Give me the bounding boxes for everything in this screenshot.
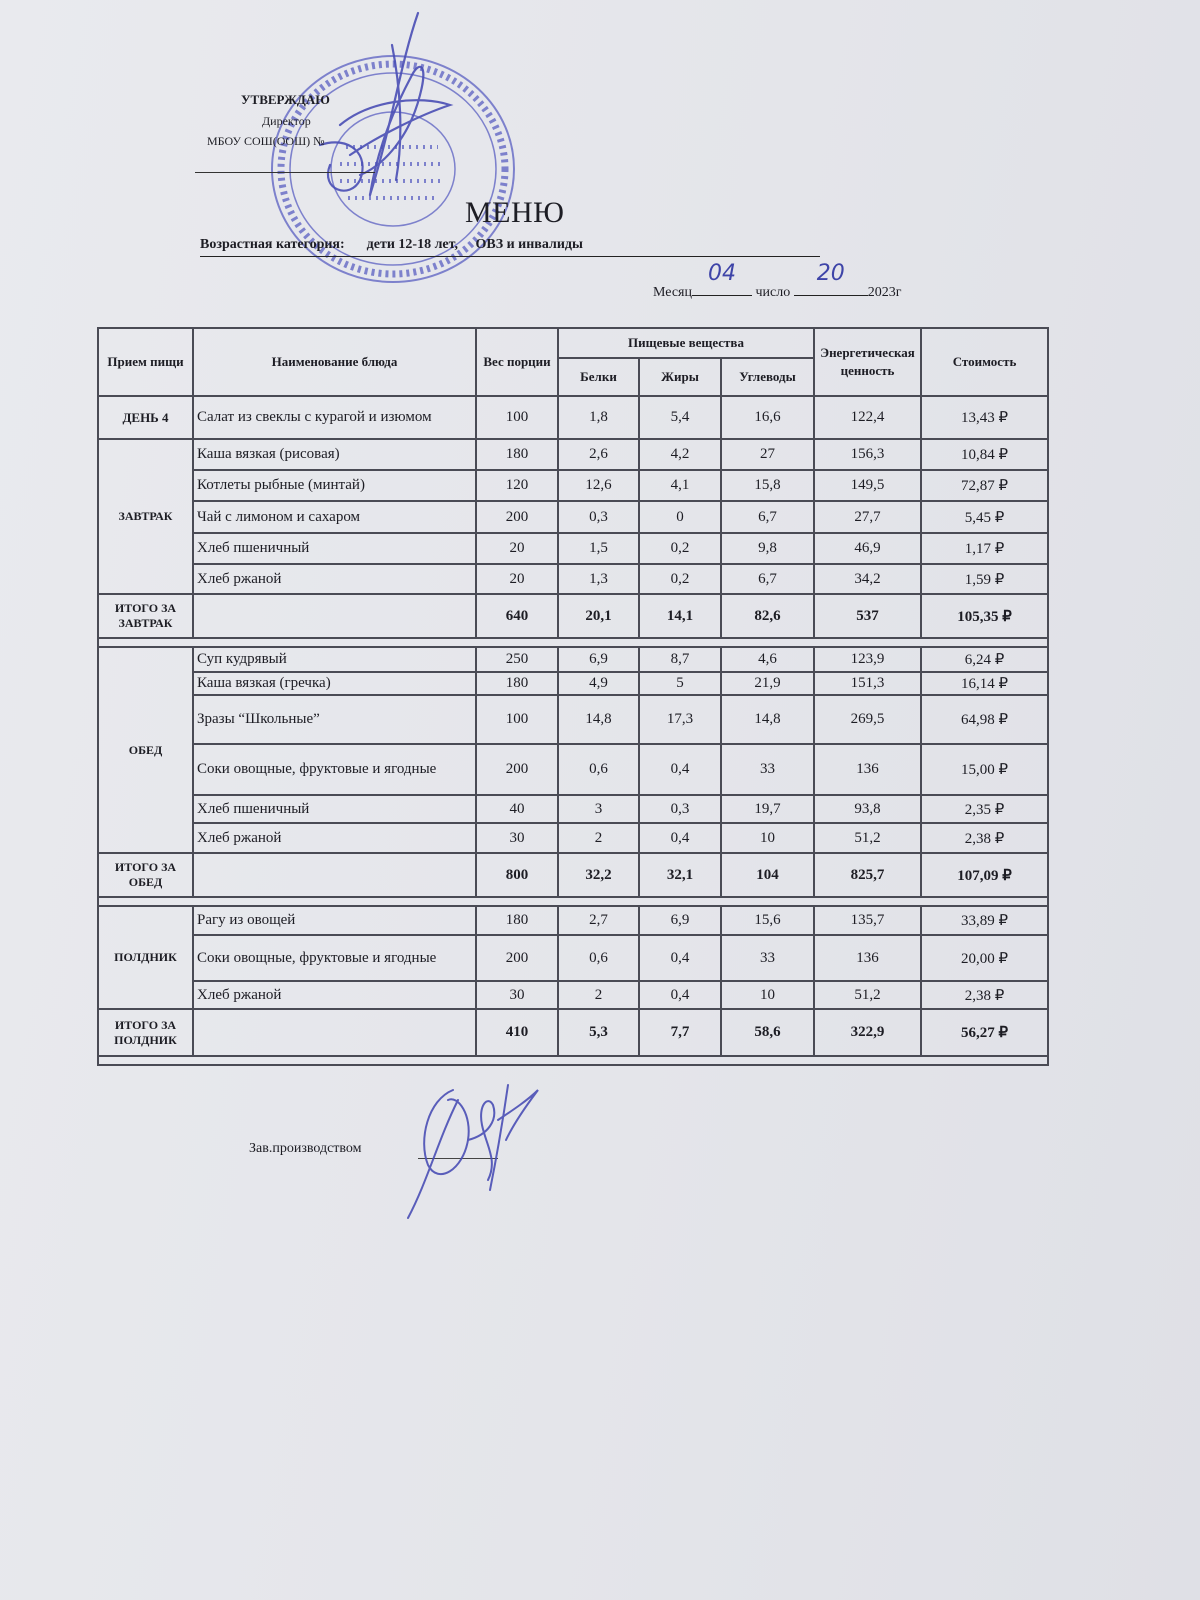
dish-cost: 13,43 ₽ (921, 396, 1048, 439)
dish-cost: 20,00 ₽ (921, 935, 1048, 981)
dish-cost: 10,84 ₽ (921, 439, 1048, 470)
dish-carbs: 33 (721, 935, 814, 981)
approval-signature-line (195, 172, 375, 173)
dish-energy: 46,9 (814, 533, 921, 564)
dish-weight: 180 (476, 439, 558, 470)
dish-carbs: 21,9 (721, 672, 814, 695)
day-value: 20 (816, 261, 845, 286)
total-fat: 14,1 (639, 594, 721, 638)
dish-energy: 156,3 (814, 439, 921, 470)
dish-protein: 14,8 (558, 695, 639, 744)
document-title: МЕНЮ (465, 196, 565, 229)
table-row (98, 647, 1048, 672)
table-row (98, 396, 1048, 439)
dish-carbs: 10 (721, 823, 814, 853)
section-gap (98, 1056, 1048, 1065)
dish-fat: 5 (639, 672, 721, 695)
table-row (98, 439, 1048, 470)
gap-cell (98, 638, 1048, 647)
dish-weight: 20 (476, 533, 558, 564)
dish-fat: 0,3 (639, 795, 721, 823)
production-manager-label: Зав.производством (249, 1141, 362, 1156)
dish-protein: 3 (558, 795, 639, 823)
table-row (98, 470, 1048, 501)
dish-weight: 200 (476, 501, 558, 533)
dish-energy: 93,8 (814, 795, 921, 823)
dish-name: Чай с лимоном и сахаром (193, 501, 476, 533)
total-fat: 7,7 (639, 1009, 721, 1056)
dish-fat: 17,3 (639, 695, 721, 744)
dish-energy: 27,7 (814, 501, 921, 533)
dish-energy: 123,9 (814, 647, 921, 672)
dish-energy: 269,5 (814, 695, 921, 744)
total-row (98, 853, 1048, 897)
dish-name: Хлеб пшеничный (193, 795, 476, 823)
table-row (98, 981, 1048, 1009)
dish-energy: 149,5 (814, 470, 921, 501)
meal-label: ОБЕД (98, 647, 193, 853)
month-value: 04 (707, 261, 736, 286)
table-row (98, 564, 1048, 594)
dish-energy: 51,2 (814, 981, 921, 1009)
dish-carbs: 15,8 (721, 470, 814, 501)
dish-name: Каша вязкая (гречка) (193, 672, 476, 695)
gap-cell (98, 897, 1048, 906)
age-category-label: Возрастная категория: (200, 237, 345, 252)
day-blank (794, 261, 868, 296)
gap-cell (98, 1056, 1048, 1065)
dish-cost: 2,38 ₽ (921, 981, 1048, 1009)
dish-carbs: 6,7 (721, 564, 814, 594)
dish-weight: 180 (476, 672, 558, 695)
total-energy: 322,9 (814, 1009, 921, 1056)
dish-fat: 0,2 (639, 564, 721, 594)
dish-cost: 33,89 ₽ (921, 906, 1048, 935)
dish-fat: 6,9 (639, 906, 721, 935)
total-cost: 107,09 ₽ (921, 853, 1048, 897)
dish-protein: 1,5 (558, 533, 639, 564)
dish-weight: 30 (476, 981, 558, 1009)
dish-energy: 151,3 (814, 672, 921, 695)
dish-fat: 8,7 (639, 647, 721, 672)
dish-carbs: 19,7 (721, 795, 814, 823)
dish-cost: 5,45 ₽ (921, 501, 1048, 533)
year-suffix: 2023г (867, 285, 902, 300)
dish-carbs: 33 (721, 744, 814, 795)
dish-protein: 2 (558, 823, 639, 853)
dish-fat: 0,4 (639, 823, 721, 853)
dish-name: Хлеб пшеничный (193, 533, 476, 564)
age-category-value: дети 12-18 лет, ОВЗ и инвалиды (366, 237, 583, 252)
header-meal: Прием пищи (98, 328, 193, 396)
total-weight: 800 (476, 853, 558, 897)
total-carbs: 58,6 (721, 1009, 814, 1056)
dish-fat: 0,4 (639, 935, 721, 981)
dish-energy: 136 (814, 935, 921, 981)
total-protein: 32,2 (558, 853, 639, 897)
dish-weight: 100 (476, 396, 558, 439)
dish-protein: 0,6 (558, 744, 639, 795)
section-gap (98, 897, 1048, 906)
month-blank (692, 261, 752, 296)
dish-protein: 0,6 (558, 935, 639, 981)
approval-title: УТВЕРЖДАЮ (241, 92, 330, 107)
dish-cost: 1,59 ₽ (921, 564, 1048, 594)
table-row (98, 906, 1048, 935)
dish-cost: 64,98 ₽ (921, 695, 1048, 744)
total-carbs: 104 (721, 853, 814, 897)
dish-protein: 2 (558, 981, 639, 1009)
dish-fat: 0,4 (639, 744, 721, 795)
total-label: ИТОГО ЗА ПОЛДНИК (98, 1009, 193, 1056)
dish-carbs: 10 (721, 981, 814, 1009)
dish-weight: 200 (476, 935, 558, 981)
dish-weight: 40 (476, 795, 558, 823)
dish-name: Соки овощные, фруктовые и ягодные (193, 935, 476, 981)
dish-energy: 136 (814, 744, 921, 795)
total-energy: 825,7 (814, 853, 921, 897)
total-cost: 56,27 ₽ (921, 1009, 1048, 1056)
dish-name: Суп кудрявый (193, 647, 476, 672)
day-label: ДЕНЬ 4 (98, 396, 193, 439)
dish-weight: 20 (476, 564, 558, 594)
total-carbs: 82,6 (721, 594, 814, 638)
approval-role: Директор (262, 114, 311, 128)
dish-weight: 100 (476, 695, 558, 744)
header-carbs: Углеводы (721, 358, 814, 396)
header-nutrients: Пищевые вещества (558, 328, 814, 358)
dish-weight: 200 (476, 744, 558, 795)
table-row (98, 935, 1048, 981)
total-protein: 5,3 (558, 1009, 639, 1056)
header-dish: Наименование блюда (193, 328, 476, 396)
dish-fat: 5,4 (639, 396, 721, 439)
dish-carbs: 15,6 (721, 906, 814, 935)
dish-weight: 180 (476, 906, 558, 935)
table-row (98, 533, 1048, 564)
header-protein: Белки (558, 358, 639, 396)
dish-carbs: 9,8 (721, 533, 814, 564)
dish-cost: 6,24 ₽ (921, 647, 1048, 672)
total-row (98, 594, 1048, 638)
month-label: Месяц (653, 285, 692, 300)
total-protein: 20,1 (558, 594, 639, 638)
age-category-row (200, 237, 820, 257)
dish-cost: 15,00 ₽ (921, 744, 1048, 795)
table-row (98, 823, 1048, 853)
total-weight: 640 (476, 594, 558, 638)
dish-protein: 4,9 (558, 672, 639, 695)
total-cost: 105,35 ₽ (921, 594, 1048, 638)
dish-name: Каша вязкая (рисовая) (193, 439, 476, 470)
dish-cost: 2,38 ₽ (921, 823, 1048, 853)
total-label: ИТОГО ЗА ОБЕД (98, 853, 193, 897)
dish-fat: 0,2 (639, 533, 721, 564)
dish-cost: 16,14 ₽ (921, 672, 1048, 695)
dish-protein: 6,9 (558, 647, 639, 672)
meal-label: ЗАВТРАК (98, 439, 193, 594)
dish-cost: 1,17 ₽ (921, 533, 1048, 564)
dish-name: Зразы “Школьные” (193, 695, 476, 744)
dish-energy: 51,2 (814, 823, 921, 853)
dish-weight: 120 (476, 470, 558, 501)
dish-protein: 0,3 (558, 501, 639, 533)
dish-name: Хлеб ржаной (193, 823, 476, 853)
header-cost: Стоимость (921, 328, 1048, 396)
dish-carbs: 4,6 (721, 647, 814, 672)
dish-protein: 1,3 (558, 564, 639, 594)
table-row (98, 672, 1048, 695)
table-row (98, 695, 1048, 744)
dish-protein: 12,6 (558, 470, 639, 501)
dish-fat: 0 (639, 501, 721, 533)
dish-protein: 2,6 (558, 439, 639, 470)
dish-carbs: 14,8 (721, 695, 814, 744)
dish-energy: 122,4 (814, 396, 921, 439)
meal-label: ПОЛДНИК (98, 906, 193, 1009)
total-energy: 537 (814, 594, 921, 638)
dish-protein: 1,8 (558, 396, 639, 439)
total-fat: 32,1 (639, 853, 721, 897)
dish-energy: 135,7 (814, 906, 921, 935)
dish-protein: 2,7 (558, 906, 639, 935)
section-gap (98, 638, 1048, 647)
table-row (98, 795, 1048, 823)
total-empty (193, 1009, 476, 1056)
dish-carbs: 27 (721, 439, 814, 470)
table-row (98, 501, 1048, 533)
header-energy: Энергетическая ценность (814, 328, 921, 396)
menu-table (97, 327, 1049, 1066)
dish-carbs: 6,7 (721, 501, 814, 533)
dish-energy: 34,2 (814, 564, 921, 594)
dish-name: Соки овощные, фруктовые и ягодные (193, 744, 476, 795)
header-weight: Вес порции (476, 328, 558, 396)
total-weight: 410 (476, 1009, 558, 1056)
total-empty (193, 853, 476, 897)
dish-name: Котлеты рыбные (минтай) (193, 470, 476, 501)
total-row (98, 1009, 1048, 1056)
table-row (98, 744, 1048, 795)
total-label: ИТОГО ЗА ЗАВТРАК (98, 594, 193, 638)
day-label: число (755, 285, 791, 300)
dish-fat: 0,4 (639, 981, 721, 1009)
dish-fat: 4,1 (639, 470, 721, 501)
dish-weight: 30 (476, 823, 558, 853)
dish-name: Рагу из овощей (193, 906, 476, 935)
dish-name: Хлеб ржаной (193, 564, 476, 594)
production-manager-signature (398, 1080, 558, 1220)
approval-school: МБОУ СОШ(ООШ) № (207, 134, 325, 148)
date-row (653, 261, 902, 301)
dish-cost: 2,35 ₽ (921, 795, 1048, 823)
header-fat: Жиры (639, 358, 721, 396)
dish-name: Хлеб ржаной (193, 981, 476, 1009)
dish-fat: 4,2 (639, 439, 721, 470)
dish-cost: 72,87 ₽ (921, 470, 1048, 501)
total-empty (193, 594, 476, 638)
dish-name: Салат из свеклы с курагой и изюмом (193, 396, 476, 439)
dish-weight: 250 (476, 647, 558, 672)
dish-carbs: 16,6 (721, 396, 814, 439)
